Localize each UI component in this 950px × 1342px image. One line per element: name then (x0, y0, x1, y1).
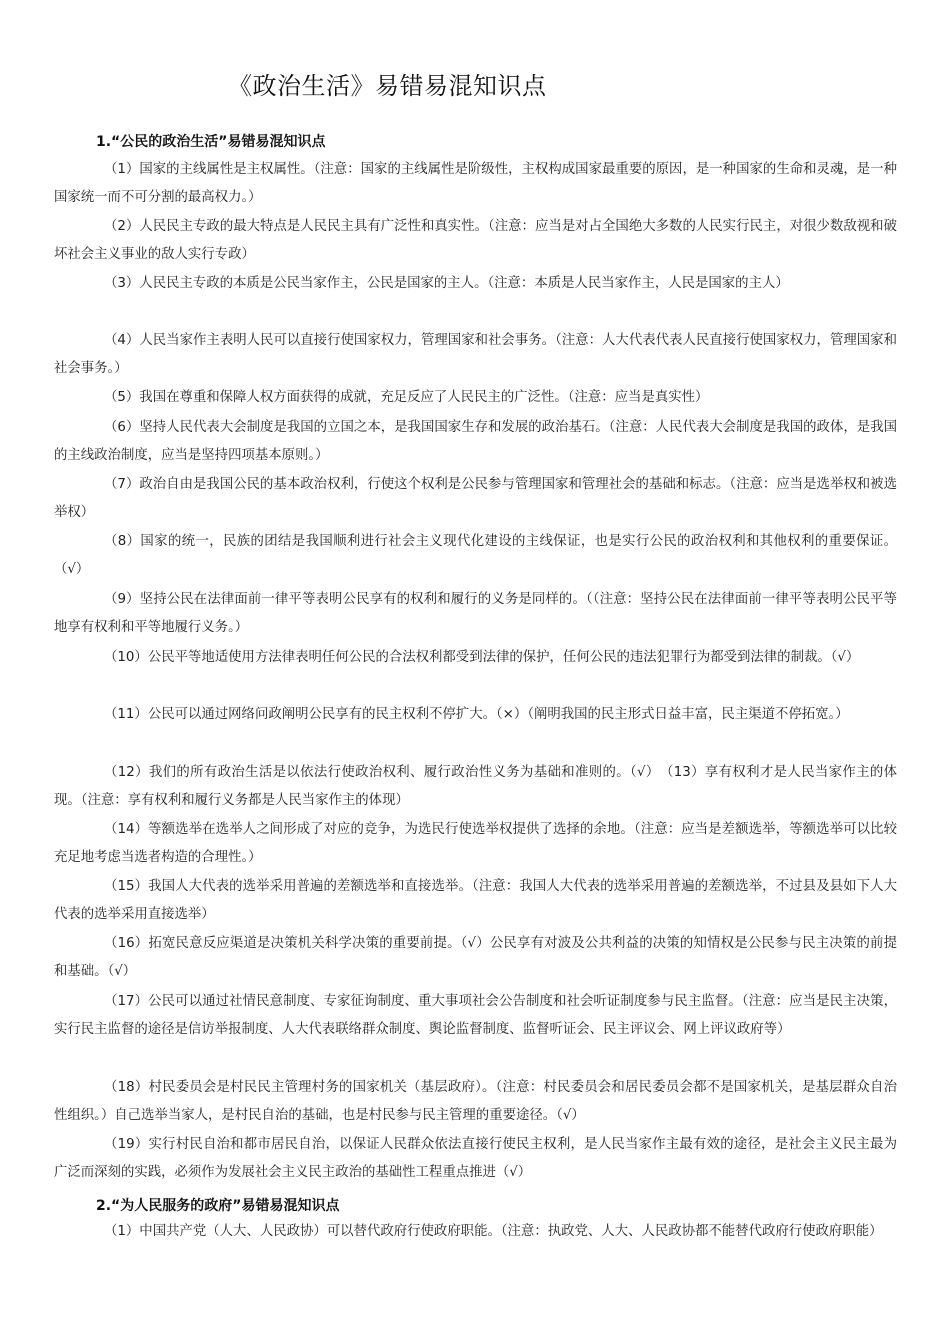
list-item: （7）政治自由是我国公民的基本政治权利，行使这个权利是公民参与管理国家和管理社会的基础和标志。（注意：应当是选举权和被选举权） (54, 477, 897, 520)
section-heading-2: 2.“为人民服务的政府”易错易混知识点 (96, 1198, 340, 1214)
list-item: （12）我们的所有政治生活是以依法行使政治权利、履行政治性义务为基础和准则的。（√） （13）享有权利才是人民当家作主的体现。（注意：享有权利和履行义务都是人民当家作主的体现） (54, 765, 897, 808)
list-item: （1）国家的主线属性是主权属性。（注意：国家的主线属性是阶级性，主权构成国家最重要的原因，是一种国家的生命和灵魂，是一种国家统一而不可分割的最高权力。） (54, 162, 897, 205)
list-item: （18）村民委员会是村民民主管理村务的国家机关（基层政府）。（注意：村民委员会和居民委员会都不是国家机关，是基层群众自治性组织。）自己选举当家人，是村民自治的基础，也是村民参与民主管理的重要途径。（√） (54, 1080, 897, 1123)
list-item: （9）坚持公民在法律面前一律平等表明公民享有的权利和履行的义务是同样的。（（注意：坚持公民在法律面前一律平等表明公民平等地享有权利和平等地履行义务。） (54, 592, 897, 635)
list-item: （17）公民可以通过社情民意制度、专家征询制度、重大事项社会公告制度和社会听证制度参与民主监督。（注意：应当是民主决策，实行民主监督的途径是信访举报制度、人大代表联络群众制度、舆论监督制度、监督听证会、民主评议会、网上评议政府等） (54, 994, 897, 1037)
list-item: （14）等额选举在选举人之间形成了对应的竞争，为选民行使选举权提供了选择的余地。（注意：应当是差额选举，等额选举可以比较充足地考虑当选者构造的合理性。） (54, 822, 897, 865)
list-item: （19）实行村民自治和都市居民自治，以保证人民群众依法直接行使民主权利，是人民当家作主最有效的途径，是社会主义民主最为广泛而深刻的实践，必须作为发展社会主义民主政治的基础性工程重点推进（√） (54, 1137, 897, 1180)
list-item: （5）我国在尊重和保障人权方面获得的成就，充足反应了人民民主的广泛性。（注意：应当是真实性） (104, 390, 709, 405)
list-item: （3）人民民主专政的本质是公民当家作主，公民是国家的主人。（注意：本质是人民当家作主，人民是国家的主人） (104, 276, 789, 291)
list-item: （15）我国人大代表的选举采用普遍的差额选举和直接选举。（注意：我国人大代表的选举采用普遍的差额选举，不过县及县如下人大代表的选举采用直接选举） (54, 879, 897, 922)
list-item: （4）人民当家作主表明人民可以直接行使国家权力，管理国家和社会事务。（注意：人大代表代表人民直接行使国家权力，管理国家和社会事务。） (54, 333, 897, 376)
section-heading-1: 1.“公民的政治生活”易错易混知识点 (96, 134, 326, 150)
list-item: （10）公民平等地适使用方法律表明任何公民的合法权利都受到法律的保护，任何公民的违法犯罪行为都受到法律的制裁。（√） (104, 650, 860, 665)
document-title: 《政治生活》易错易混知识点 (228, 72, 547, 100)
list-item: （1）中国共产党（人大、人民政协）可以替代政府行使政府职能。（注意：执政党、人大、人民政协都不能替代政府行使政府职能） (104, 1224, 883, 1239)
list-item: （8）国家的统一，民族的团结是我国顺利进行社会主义现代化建设的主线保证，也是实行公民的政治权利和其他权利的重要保证。（√） (54, 534, 897, 577)
list-item: （16）拓宽民意反应渠道是决策机关科学决策的重要前提。（√）公民享有对波及公共利益的决策的知情权是公民参与民主决策的前提和基础。（√） (54, 936, 897, 979)
list-item: （11）公民可以通过网络问政阐明公民享有的民主权利不停扩大。（×）（阐明我国的民主形式日益丰富，民主渠道不停拓宽。） (104, 707, 849, 722)
list-item: （6）坚持人民代表大会制度是我国的立国之本，是我国国家生存和发展的政治基石。（注意：人民代表大会制度是我国的政体，是我国的主线政治制度，应当是坚持四项基本原则。） (54, 420, 897, 463)
list-item: （2）人民民主专政的最大特点是人民民主具有广泛性和真实性。（注意：应当是对占全国绝大多数的人民实行民主，对很少数敌视和破坏社会主义事业的敌人实行专政） (54, 219, 897, 262)
